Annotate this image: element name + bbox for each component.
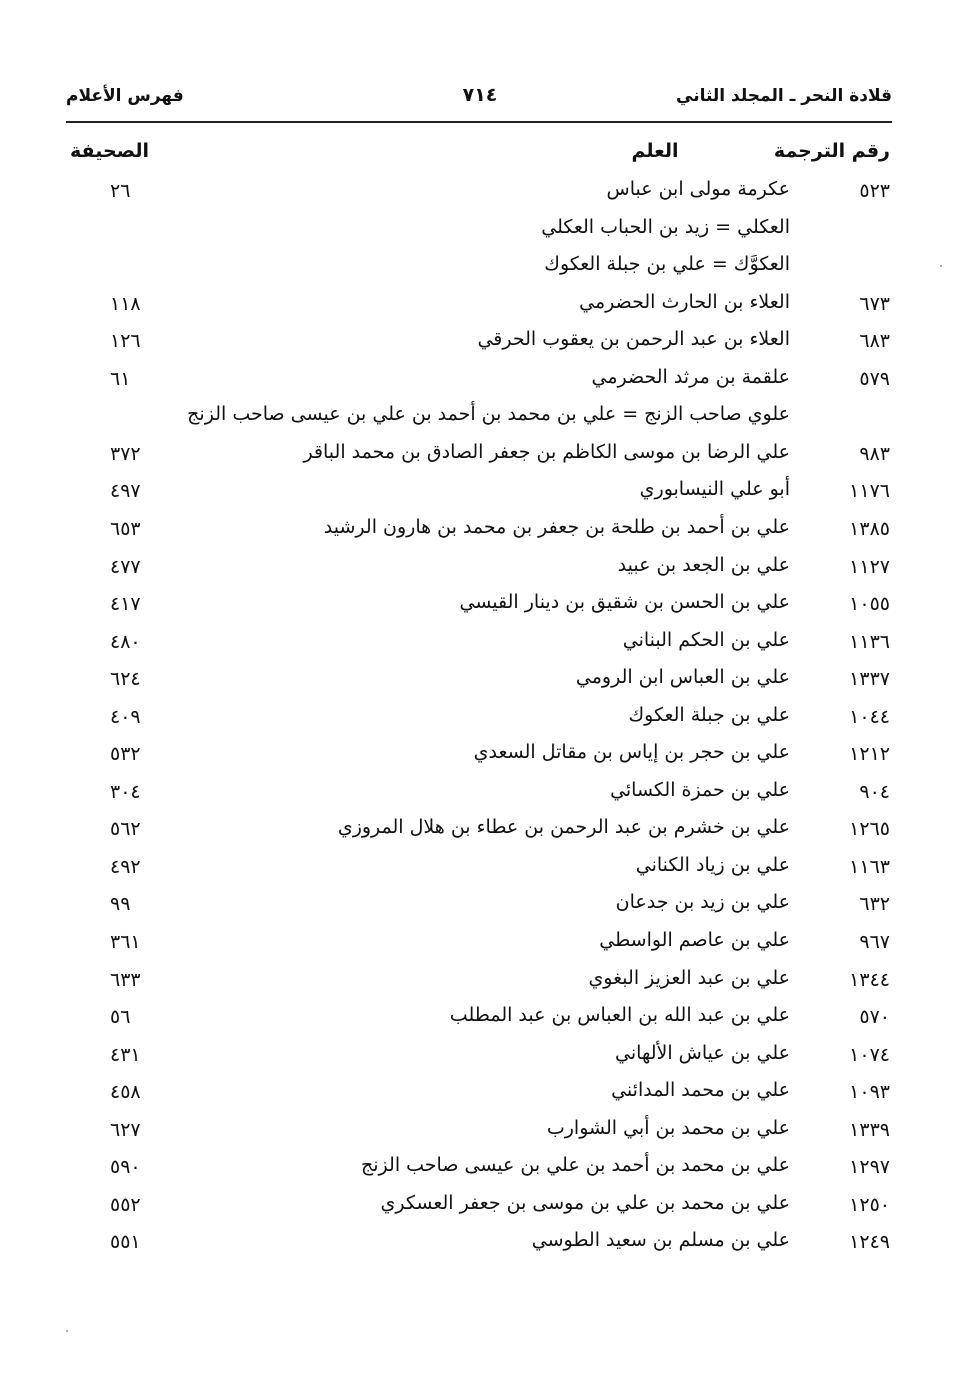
entry-name: علي بن حجر بن إياس بن مقاتل السعدي [473,741,790,763]
entry-number: ١٢٤٩ [849,1231,890,1253]
index-entry-row [0,664,956,702]
index-entry-row [0,852,956,890]
entry-name: علي بن مسلم بن سعيد الطوسي [531,1229,790,1251]
entry-name: علي بن عاصم الواسطي [599,929,790,951]
entry-number: ٦٨٣ [859,330,890,352]
entry-name: علي بن خشرم بن عبد الرحمن بن عطاء بن هلال المروزي [337,816,790,838]
entry-page: ٤١٧ [110,593,141,615]
book-title: قلادة النحر ـ المجلد الثاني [676,86,892,106]
entry-number: ١٠٩٣ [849,1081,890,1103]
entry-page: ٤٠٩ [110,706,141,728]
entry-number: ٥٧٠ [859,1006,890,1028]
entry-page: ٥٥١ [110,1231,141,1253]
entry-name: العكوَّك = علي بن جبلة العكوك [544,253,790,275]
entry-page: ٦٥٣ [110,518,141,540]
index-entry-row [0,289,956,327]
entry-name: علي بن حمزة الكسائي [610,779,790,801]
entry-number: ١١٣٦ [849,631,890,653]
index-entry-row [0,627,956,665]
index-entry-row [0,965,956,1003]
entry-number: ٦٧٣ [859,293,890,315]
index-entry-row [0,1227,956,1265]
index-entry-row [0,552,956,590]
entry-page: ٣٠٤ [110,781,141,803]
column-header-page: الصحيفة [70,140,150,162]
entry-number: ٥٢٣ [859,180,890,202]
entry-number: ١٣٣٧ [849,668,890,690]
entry-page: ٩٩ [110,893,131,915]
entry-page: ١٢٦ [110,330,141,352]
entry-name: العكلي = زيد بن الحباب العكلي [541,216,790,238]
index-entry-row [0,889,956,927]
entry-page: ٥٦ [110,1006,131,1028]
entry-name: علي بن الحسن بن شقيق بن دينار القيسي [459,591,790,613]
index-entry-row [0,514,956,552]
entry-page: ٢٦ [110,180,131,202]
index-entry-row [0,1040,956,1078]
entry-name: علي بن جبلة العكوك [628,704,790,726]
entry-page: ٤٩٧ [110,480,141,502]
entry-number: ١١٧٦ [849,480,890,502]
entry-name: علي بن محمد بن أبي الشوارب [546,1117,790,1139]
entry-name: علوي صاحب الزنج = علي بن محمد بن أحمد بن علي بن عيسى صاحب الزنج [187,403,790,425]
index-entry-row [0,814,956,852]
entry-page: ٤٥٨ [110,1081,141,1103]
entry-page: ٦١ [110,368,131,390]
entry-name: علي بن محمد بن علي بن موسى بن جعفر العسكري [380,1192,790,1214]
entry-number: ٩٨٣ [859,443,890,465]
entry-name: علي الرضا بن موسى الكاظم بن جعفر الصادق بن محمد الباقر [303,441,790,463]
margin-speck [940,265,942,267]
column-header-name: العلم [631,140,679,162]
entry-number: ١٣٨٥ [849,518,890,540]
entry-number: ١٢٩٧ [849,1156,890,1178]
entry-page: ٤٩٢ [110,856,141,878]
entry-name: علي بن محمد بن أحمد بن علي بن عيسى صاحب الزنج [361,1154,790,1176]
entry-page: ٤٨٠ [110,631,141,653]
entry-page: ١١٨ [110,293,141,315]
entry-name: علي بن عياش الألهاني [615,1042,790,1064]
index-entry-row [0,439,956,477]
index-entry-row [0,927,956,965]
index-entry-row [0,1115,956,1153]
index-entry-row [0,702,956,740]
index-entry-row [0,1152,956,1190]
entry-number: ٥٧٩ [859,368,890,390]
entry-number: ١٠٥٥ [849,593,890,615]
entry-name: علي بن الحكم البناني [622,629,790,651]
entry-name: علي بن زياد الكناني [635,854,790,876]
entry-number: ١١٢٧ [849,556,890,578]
index-entry-row [0,1077,956,1115]
index-entry-row [0,364,956,402]
entry-number: ١٣٣٩ [849,1119,890,1141]
entry-page: ٥٣٢ [110,743,141,765]
entry-page: ٦٣٣ [110,969,141,991]
entry-name: العلاء بن عبد الرحمن بن يعقوب الحرقي [477,328,790,350]
entry-number: ١٢١٢ [849,743,890,765]
entry-page: ٦٢٤ [110,668,141,690]
entry-name: علي بن العباس ابن الرومي [575,666,790,688]
header-rule [66,121,892,123]
entry-number: ١٢٥٠ [849,1194,890,1216]
index-entry-row [0,777,956,815]
index-entry-row [0,401,956,439]
entry-name: علي بن عبد العزيز البغوي [588,967,790,989]
entry-number: ٦٣٢ [859,893,890,915]
entry-name: علي بن زيد بن جدعان [615,891,790,913]
entry-name: علي بن محمد المدائني [611,1079,790,1101]
entry-name: علي بن الجعد بن عبيد [617,554,790,576]
entry-number: ١١٦٣ [849,856,890,878]
entry-page: ٤٧٧ [110,556,141,578]
entry-number: ١٣٤٤ [849,969,890,991]
entry-name: عكرمة مولى ابن عباس [606,178,790,200]
index-entry-row [0,326,956,364]
section-title: فهرس الأعلام [66,86,184,106]
entry-page: ٥٦٢ [110,818,141,840]
index-entry-row [0,251,956,289]
entry-name: علي بن أحمد بن طلحة بن جعفر بن محمد بن هارون الرشيد [323,516,790,538]
entry-name: أبو علي النيسابوري [639,478,790,500]
index-entry-row [0,476,956,514]
index-entry-row [0,589,956,627]
page-number: ٧١٤ [462,84,498,106]
entry-name: علقمة بن مرثد الحضرمي [591,366,790,388]
entry-page: ٣٦١ [110,931,141,953]
entry-number: ٩٠٤ [859,781,890,803]
entry-page: ٥٩٠ [110,1156,141,1178]
index-entry-row [0,739,956,777]
entry-name: علي بن عبد الله بن العباس بن عبد المطلب [449,1004,790,1026]
column-header-entry-number: رقم الترجمة [773,140,890,162]
entry-page: ٥٥٢ [110,1194,141,1216]
entry-page: ٤٣١ [110,1044,141,1066]
entry-name: العلاء بن الحارث الحضرمي [579,291,790,313]
entry-number: ١٠٤٤ [849,706,890,728]
entry-page: ٦٢٧ [110,1119,141,1141]
entry-page: ٣٧٢ [110,443,141,465]
index-entry-row [0,176,956,214]
index-entry-row [0,214,956,252]
entry-number: ٩٦٧ [859,931,890,953]
index-entry-row [0,1002,956,1040]
index-entry-row [0,1190,956,1228]
entry-number: ١٢٦٥ [849,818,890,840]
margin-speck [66,1330,68,1332]
entry-number: ١٠٧٤ [849,1044,890,1066]
